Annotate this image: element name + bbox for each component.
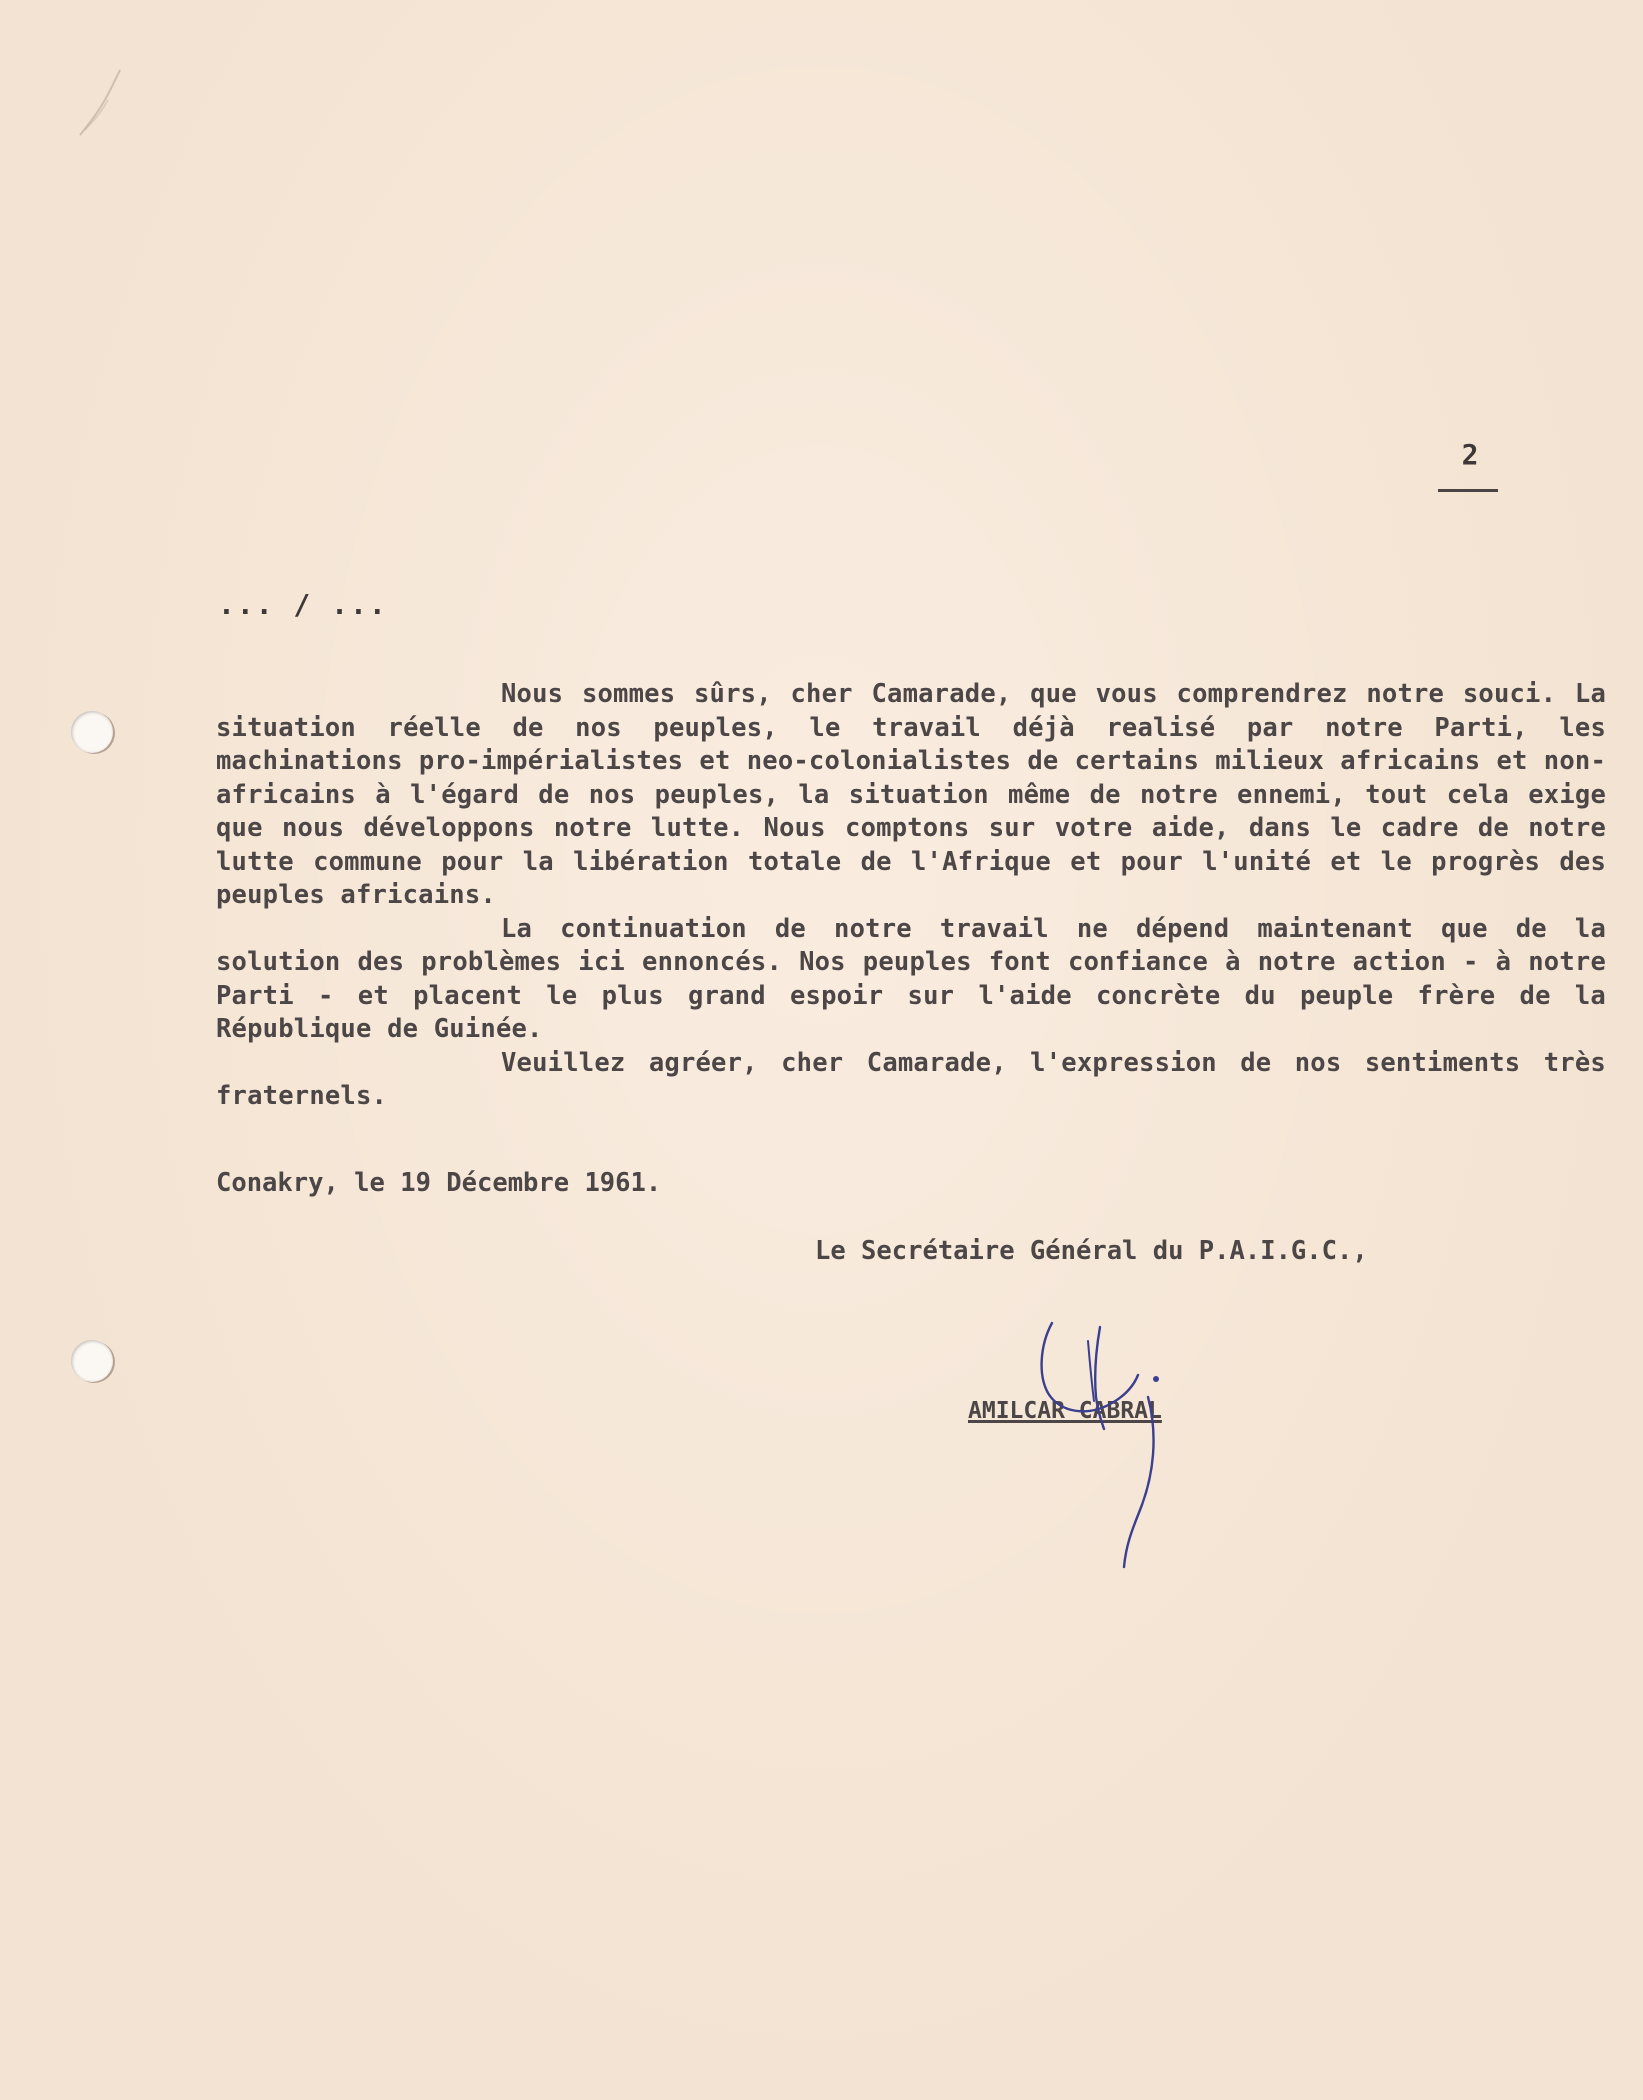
paragraph: Nous sommes sûrs, cher Camarade, que vous comprendrez notre souci. La situation réelle de nos peuples, le travail déjà realisé par notre Parti, les machinations pro-impérialistes et neo-colonialistes de certains milieux africains et non-africains à l'égard de nos peuples, la situation même de notre ennemi, tout cela exige que nous développons notre lutte. Nous comptons sur votre aide, dans le cadre de notre lutte commune pour la libération totale de l'Afrique et pour l'unité et le progrès des peuples africains. <box>216 679 1606 910</box>
page-number-underline <box>1438 489 1498 492</box>
paragraph: La continuation de notre travail ne dépend maintenant que de la solution des problèmes ici ennoncés. Nos peuples font confiance à notre action - à notre Parti - et placent le plus grand espoir sur l'aide concrète du peuple frère de la République de Guinée. <box>216 913 1606 1044</box>
signatory-name: AMILCAR CABRAL <box>968 1398 1162 1424</box>
signatory-title: Le Secrétaire Général du P.A.I.G.C., <box>815 1236 1368 1266</box>
handwritten-signature <box>1030 1305 1200 1585</box>
punch-hole <box>71 1340 113 1382</box>
punch-hole <box>71 711 113 753</box>
letter-body <box>216 678 1606 1114</box>
date-line: Conakry, le 19 Décembre 1961. <box>216 1168 662 1198</box>
continuation-mark: ... / ... <box>218 588 388 621</box>
paper-mark <box>50 60 130 160</box>
paragraph: Veuillez agréer, cher Camarade, l'expression de nos sentiments très fraternels. <box>216 1047 1606 1111</box>
page-number: 2 <box>1461 438 1479 471</box>
